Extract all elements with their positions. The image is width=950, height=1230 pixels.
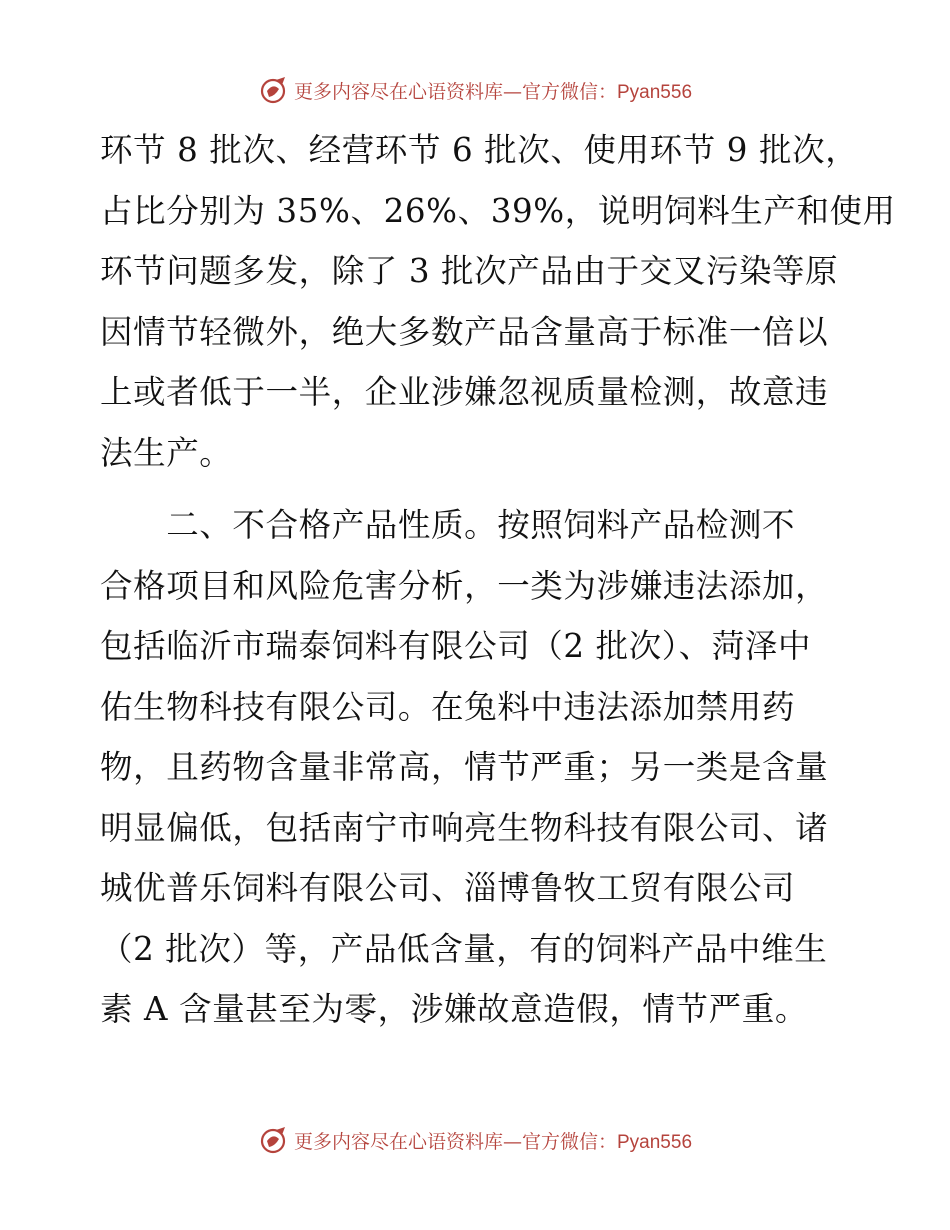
text-line: 上或者低于一半，企业涉嫌忽视质量检测，故意违 [100, 373, 829, 411]
text-line: 环节问题多发，除了 3 批次产品由于交叉污染等原 [100, 252, 839, 290]
text-line: 因情节轻微外，绝大多数产品含量高于标准一倍以 [100, 312, 829, 351]
paragraph-2 [100, 495, 850, 1040]
text-line: 城优普乐饲料有限公司、淄博鲁牧工贸有限公司 [100, 869, 796, 907]
text-line: 物，且药物含量非常高，情节严重；另一类是含量 [100, 748, 829, 786]
heart-logo-icon [258, 74, 290, 106]
text-line: 环节 8 批次、经营环节 6 批次、使用环节 9 批次， [100, 131, 859, 169]
text-line: 占比分别为 35%、26%、39%，说明饲料生产和使用 [100, 191, 896, 230]
text-line: 包括临沂市瑞泰饲料有限公司（2 批次）、菏泽中 [100, 627, 812, 665]
header-watermark-text: 更多内容尽在心语资料库—官方微信：Pyan556 [293, 80, 693, 103]
header-watermark-banner [0, 70, 950, 110]
footer-watermark-text: 更多内容尽在心语资料库—官方微信：Pyan556 [293, 1130, 693, 1153]
text-line: 合格项目和风险危害分析，一类为涉嫌违法添加， [100, 566, 829, 605]
text-line: （2 批次）等，产品低含量，有的饲料产品中维生 [100, 929, 828, 968]
text-line: 法生产。 [100, 433, 233, 472]
heart-logo-icon [258, 1124, 290, 1156]
text-line: 二、不合格产品性质。按照饲料产品检测不 [100, 506, 796, 544]
footer-watermark-banner [0, 1120, 950, 1160]
text-line: 明显偏低，包括南宁市响亮生物科技有限公司、诸 [100, 808, 829, 847]
text-line: 素 A 含量甚至为零，涉嫌故意造假，情节严重。 [100, 990, 808, 1028]
text-line: 佑生物科技有限公司。在兔料中违法添加禁用药 [100, 687, 796, 726]
paragraph-1 [100, 120, 896, 483]
document-body [100, 120, 896, 1040]
